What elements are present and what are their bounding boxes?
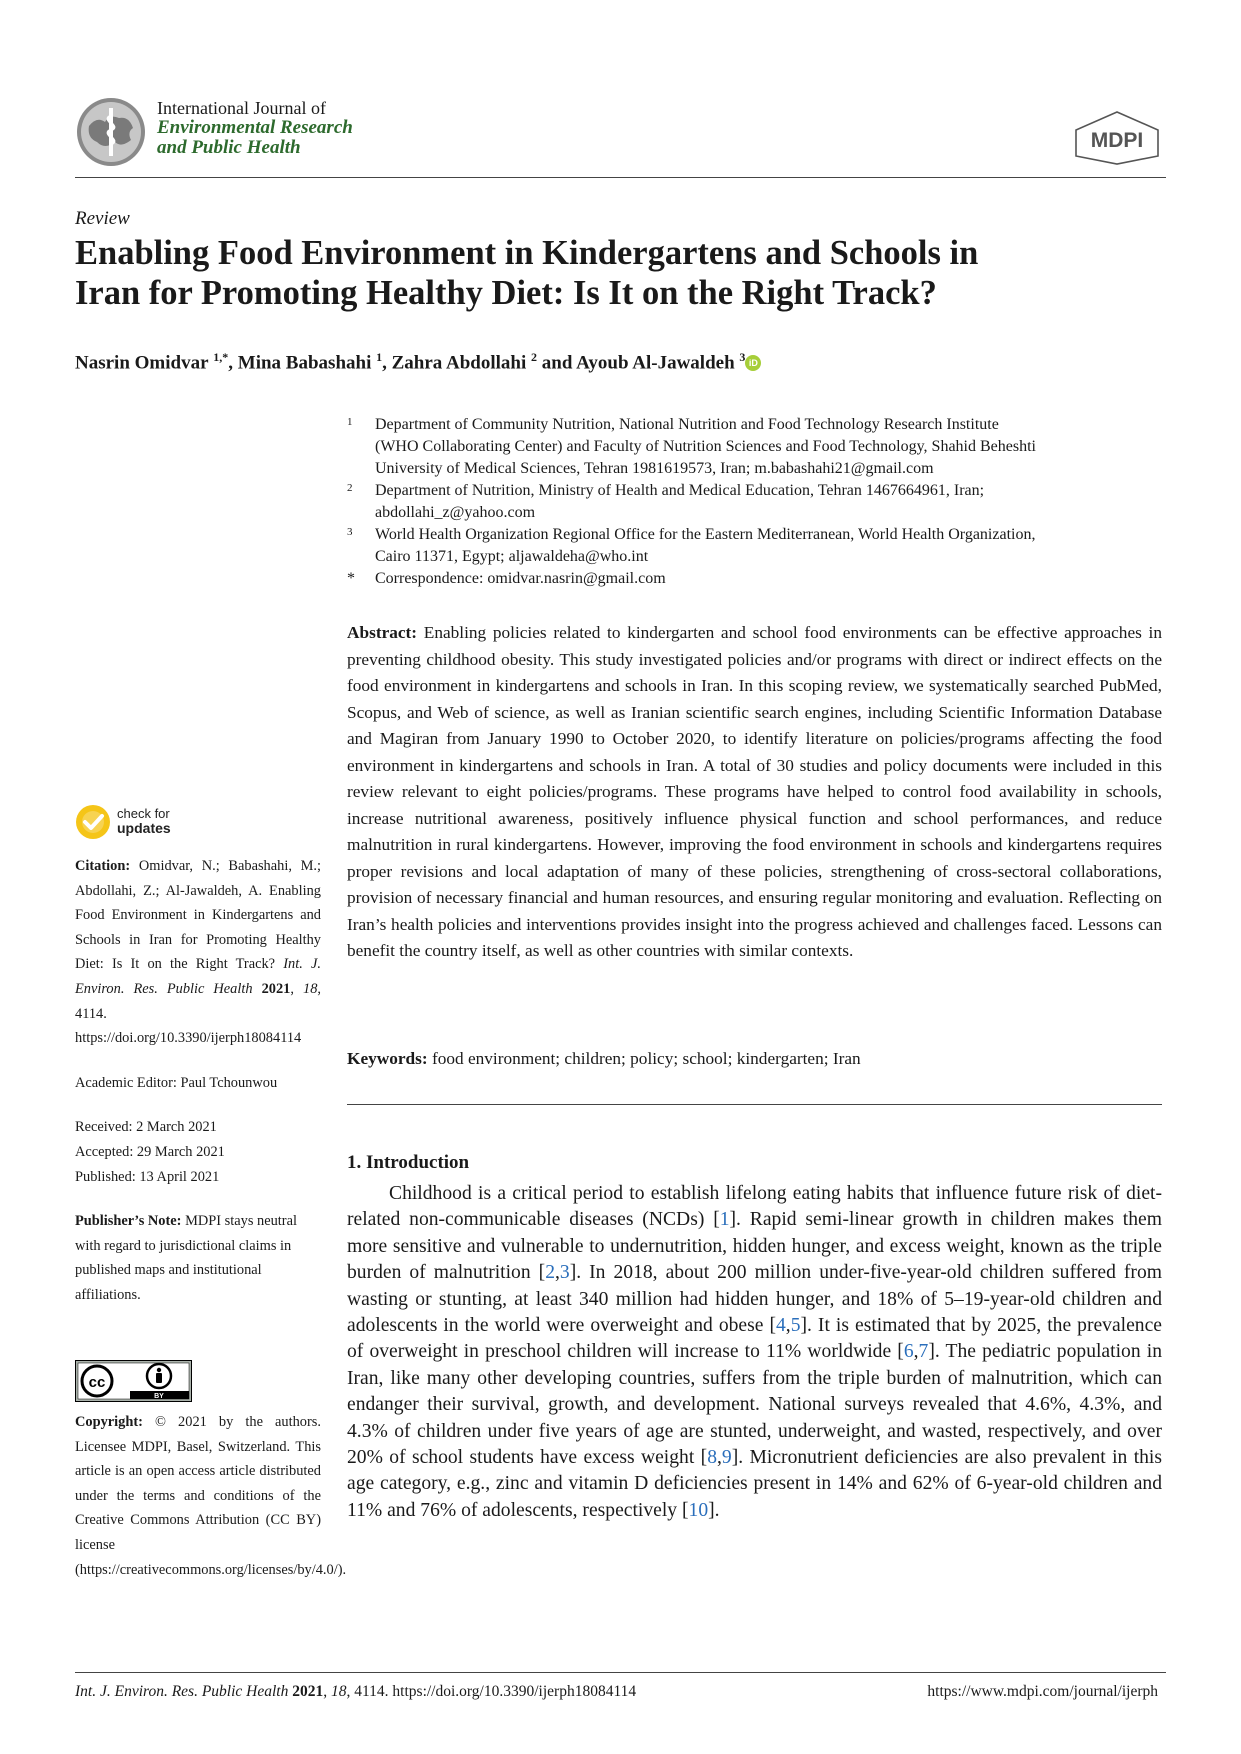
check-updates-line1: check for — [117, 806, 170, 821]
article-info-sidebar — [75, 854, 321, 1328]
academic-editor: Academic Editor: Paul Tchounwou — [75, 1074, 278, 1091]
affiliation-mark: 3 — [347, 526, 353, 538]
keywords-text: food environment; children; policy; school; kindergarten; Iran — [431, 1049, 861, 1068]
paragraph-text: Childhood is a critical period to establish lifelong eating habits that influence future risk of diet-related non-communicable diseases (NCDs) [ — [347, 1183, 1162, 1231]
reference-link[interactable]: 4 — [775, 1315, 786, 1337]
correspondence-line: Correspondence: omidvar.nasrin@gmail.com — [375, 570, 666, 587]
mdpi-logo-icon — [1072, 110, 1162, 166]
publisher-note — [75, 1209, 321, 1307]
affiliation-line: Cairo 11371, Egypt; aljawaldeha@who.int — [375, 548, 649, 565]
affiliation-line: Department of Community Nutrition, National Nutrition and Food Technology Research Institute — [375, 416, 999, 433]
author-name[interactable]: Nasrin Omidvar — [75, 352, 209, 374]
article-title-line2: Iran for Promoting Healthy Diet: Is It on the Right Track? — [75, 274, 937, 312]
copyright-label: Copyright: — [75, 1414, 143, 1430]
paragraph-text: ]. Rapid semi-linear growth in children makes them more sensitive and vulnerable to undernutrition, hidden hunger, and excess weight, known as the triple burden of malnutrition [ — [347, 1209, 1162, 1284]
affiliation-item — [347, 568, 1157, 590]
reference-link[interactable]: 6 — [903, 1341, 914, 1363]
affiliation-line: Department of Nutrition, Ministry of Health and Medical Education, Tehran 1467664961, Iran; — [375, 482, 985, 499]
affiliation-line: University of Medical Sciences, Tehran 1981619573, Iran; m.babashahi21@gmail.com — [375, 460, 934, 477]
footer-journal: Int. J. Environ. Res. Public Health — [75, 1683, 289, 1700]
article-type: Review — [75, 208, 130, 229]
citation-year: 2021 — [261, 980, 291, 997]
publisher-note-label: Publisher’s Note: — [75, 1213, 182, 1230]
paragraph-text: ]. It is estimated that by 2025, the prevalence of overweight in preschool children will increase to 11% worldwide [ — [347, 1315, 1162, 1363]
journal-name-line2: Environmental Research — [157, 117, 353, 138]
citation-text: Omidvar, N.; Babashahi, M.; Abdollahi, Z.; Al-Jawaldeh, A. Enabling Food Environment in Kindergartens and Schools in Iran for Promoting Healthy Diet: Is It on the Right Track? — [75, 858, 321, 973]
paragraph-text: ]. In 2018, about 200 million under-five-year-old children suffered from wasting or stunting, at least 340 million had hidden hunger, and 18% of 5–19-year-old children and adolescents in the world were overweight and obese [ — [347, 1262, 1162, 1337]
svg-text:cc: cc — [88, 1374, 106, 1391]
author-name[interactable]: Ayoub Al-Jawaldeh — [576, 352, 735, 374]
citation-doi[interactable]: , 4114. https://doi.org/10.3390/ijerph18084114 — [75, 980, 321, 1047]
dates — [75, 1115, 321, 1189]
affiliation-item — [347, 524, 1157, 568]
abstract-label: Abstract: — [347, 623, 418, 642]
footer-citation: Int. J. Environ. Res. Public Health 2021, 18, 4114. https://doi.org/10.3390/ijerph18084114 — [75, 1683, 637, 1700]
keywords — [347, 1049, 1162, 1069]
cc-by-label: BY — [154, 1393, 164, 1400]
reference-link[interactable]: 8 — [707, 1447, 717, 1469]
reference-link[interactable]: 9 — [721, 1447, 732, 1469]
check-for-updates-button[interactable] — [75, 804, 215, 844]
author-name[interactable]: Zahra Abdollahi — [391, 352, 527, 374]
author-list: Nasrin Omidvar $^{1,*}$, Mina Babashahi $^1$, Zahra Abdollahi $^2$ and Ayoub Al-Jawaldeh $^3$ iD — [75, 350, 761, 374]
introduction-paragraph — [347, 1181, 1162, 1524]
affiliation-mark: * — [347, 570, 355, 587]
reference-link[interactable]: 7 — [918, 1341, 929, 1363]
affiliation-line: World Health Organization Regional Office for the Eastern Mediterranean, World Health Organization, — [375, 526, 1036, 543]
footer-journal-url[interactable]: https://www.mdpi.com/journal/ijerph — [927, 1683, 1158, 1700]
author-affiliation-mark: 3 — [739, 350, 746, 364]
affiliation-mark: 1 — [347, 416, 353, 428]
author-affiliation-mark: 2 — [531, 350, 537, 364]
affiliation-item — [347, 414, 1157, 480]
reference-link[interactable]: 5 — [790, 1315, 801, 1337]
citation-label: Citation: — [75, 858, 131, 874]
article-title — [75, 233, 1165, 313]
footer-divider — [75, 1672, 1166, 1673]
footer-volume: 18 — [331, 1683, 347, 1700]
citation-volume: 18 — [303, 980, 318, 997]
author-name[interactable]: Mina Babashahi — [237, 352, 372, 374]
check-updates-line2: updates — [117, 820, 171, 836]
abstract — [347, 620, 1162, 965]
keywords-label: Keywords: — [347, 1049, 428, 1068]
reference-link[interactable]: 1 — [719, 1209, 730, 1231]
header-divider — [75, 177, 1166, 178]
publisher-name: MDPI — [1090, 129, 1144, 152]
paragraph-text: , — [716, 1447, 722, 1469]
received-date: Received: 2 March 2021 — [75, 1119, 217, 1136]
article-title-line1: Enabling Food Environment in Kindergartens and Schools in — [75, 234, 979, 272]
citation-journal: Int. J. Environ. Res. Public Health — [75, 956, 321, 997]
paragraph-text: ]. The pediatric population in Iran, like many other developing countries, suffers from the triple burden of malnutrition, which can endanger their survival, growth, and development. National surveys revealed that 4.6%, 4.3%, and 4.3% of children under five years of age are stunted, underweight, and wasted, respectively, and over 20% of school students have excess weight [ — [347, 1341, 1162, 1469]
journal-name — [157, 98, 353, 158]
paragraph-text: , — [555, 1262, 560, 1284]
footer-doi[interactable]: , 4114. https://doi.org/10.3390/ijerph18084114 — [346, 1683, 637, 1700]
publisher-note-text: MDPI stays neutral with regard to jurisdictional claims in published maps and institutional affiliations. — [75, 1213, 297, 1303]
orcid-icon[interactable]: iD — [745, 355, 761, 371]
reference-link[interactable]: 3 — [559, 1262, 570, 1284]
author-affiliation-mark: 1,* — [213, 350, 229, 364]
copyright-text: © 2021 by the authors. Licensee MDPI, Basel, Switzerland. This article is an open access article distributed under the terms and conditions of the Creative Commons Attribution (CC BY) license (https://creativecommons.org/licenses/by/4.0/). — [75, 1414, 347, 1578]
accepted-date: Accepted: 29 March 2021 — [75, 1143, 225, 1160]
published-date: Published: 13 April 2021 — [75, 1168, 220, 1185]
reference-link[interactable]: 10 — [688, 1499, 709, 1521]
abstract-divider — [347, 1104, 1162, 1105]
paragraph-text: ]. — [708, 1499, 720, 1521]
citation: Citation: Omidvar, N.; Babashahi, M.; Abdollahi, Z.; Al-Jawaldeh, A. Enabling Food Environment in Kindergartens and Schools in Iran for Promoting Healthy Diet: Is It on the Right Track? Int. J. Environ. Res. Public Health 2021, 18, 4114. https://doi.org/10.3390/ijerph18084114 — [75, 858, 321, 1047]
affiliation-item — [347, 480, 1157, 524]
paragraph-text: ]. Micronutrient deficiencies are also prevalent in this age category, e.g., zinc and vitamin D deficiencies present in 14% and 62% of 6-year-old children and 11% and 76% of adolescents, respectively [ — [347, 1447, 1162, 1521]
section-heading: 1. Introduction — [347, 1152, 470, 1173]
paragraph-text: , — [913, 1341, 919, 1363]
paragraph-text: , — [785, 1315, 791, 1337]
check-updates-icon — [75, 804, 111, 840]
affiliation-mark: 2 — [347, 482, 353, 494]
reference-link[interactable]: 2 — [545, 1262, 555, 1284]
affiliation-line: abdollahi_z@yahoo.com — [375, 504, 536, 521]
affiliation-line: (WHO Collaborating Center) and Faculty of Nutrition Sciences and Food Technology, Shahid Beheshti — [375, 438, 1036, 455]
abstract-text: Enabling policies related to kindergarten and school food environments can be effective approaches in preventing childhood obesity. This study investigated policies and/or programs with direct or indirect effects on the food environment in kindergartens and schools in Iran. In this scoping review, we systematically searched PubMed, Scopus, and Web of science, as well as Iranian scientific search engines, including Scientific Information Database and Magiran from January 1990 to October 2020, to identify literature on policies/programs affecting the food environment in kindergartens and schools in Iran. A total of 30 studies and policy documents were included in this review relevant to eight policies/programs. These programs have helped to control food availability in schools, increase nutritional awareness, positively influence physical function and school performances, and reduce malnutrition in rural kindergartens. However, improving the food environment in schools and kindergartens requires proper revisions and local adaptation of many of these policies, strengthening of cross-sectoral collaborations, provision of necessary financial and human resources, and ensuring regular monitoring and evaluation. Reflecting on Iran’s health policies and interventions provides insight into the progress achieved and challenges faced. Lessons can benefit the country itself, as well as other countries with similar contexts. — [347, 623, 1162, 960]
footer-year: 2021 — [292, 1683, 324, 1700]
cc-by-license-icon[interactable] — [75, 1360, 192, 1402]
journal-name-line3: and Public Health — [157, 137, 301, 158]
affiliations — [347, 414, 1157, 590]
journal-logo-icon — [75, 96, 147, 168]
copyright — [75, 1410, 347, 1582]
check-updates-label — [117, 806, 171, 836]
journal-name-line1: International Journal of — [157, 98, 326, 118]
author-affiliation-mark: 1 — [376, 350, 383, 364]
